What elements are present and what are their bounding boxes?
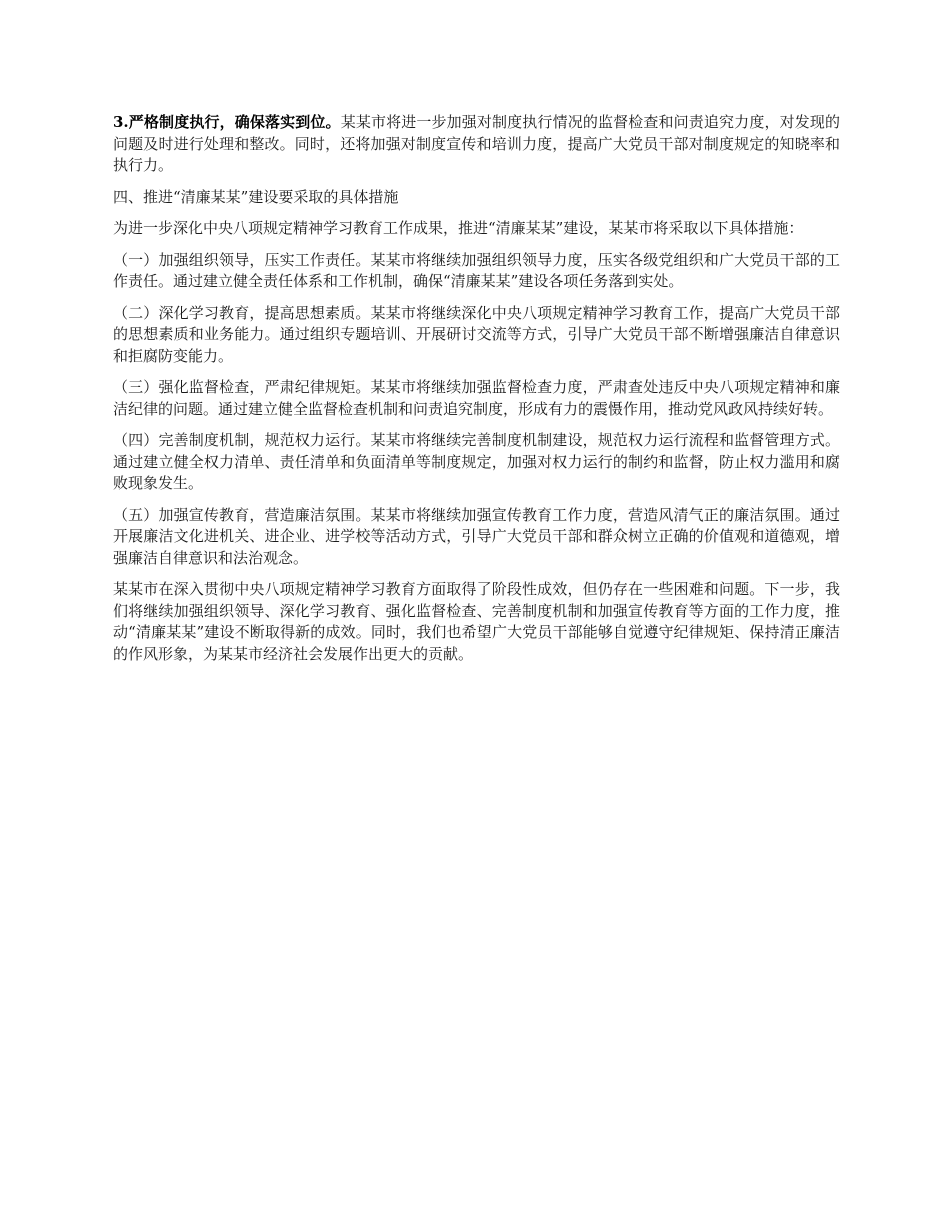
- paragraph-body: 某某市将进一步加强对制度执行情况的监督检查和问责追究力度，对发现的问题及时进行处理和整改。同时，还将加强对制度宣传和培训力度，提高广大党员干部对制度规定的知晓率和执行力。: [113, 113, 840, 174]
- document-page: [113, 112, 840, 675]
- paragraph-lead-bold: 3.严格制度执行，确保落实到位。: [113, 113, 341, 131]
- measure-item-2: （二）深化学习教育，提高思想素质。某某市将继续深化中央八项规定精神学习教育工作，提高广大党员干部的思想素质和业务能力。通过组织专题培训、开展研讨交流等方式，引导广大党员干部不断增强廉洁自律意识和拒腐防变能力。: [113, 303, 840, 365]
- measure-item-4: （四）完善制度机制，规范权力运行。某某市将继续完善制度机制建设，规范权力运行流程和监督管理方式。通过建立健全权力清单、责任清单和负面清单等制度规定，加强对权力运行的制约和监督，防止权力滥用和腐败现象发生。: [113, 431, 840, 492]
- measure-item-5: （五）加强宣传教育，营造廉洁氛围。某某市将继续加强宣传教育工作力度，营造风清气正的廉洁氛围。通过开展廉洁文化进机关、进企业、进学校等活动方式，引导广大党员干部和群众树立正确的价值观和道德观，增强廉洁自律意识和法治观念。: [113, 505, 840, 567]
- measure-item-1: （一）加强组织领导，压实工作责任。某某市将继续加强组织领导力度，压实各级党组织和广大党员干部的工作责任。通过建立健全责任体系和工作机制，确保“清廉某某”建设各项任务落到实处。: [113, 250, 840, 290]
- section-intro: 为进一步深化中央八项规定精神学习教育工作成果，推进“清廉某某”建设，某某市将采取以下具体措施：: [113, 219, 804, 237]
- paragraph-strict-enforcement: [113, 112, 840, 177]
- measure-item-3: （三）强化监督检查，严肃纪律规矩。某某市将继续加强监督检查力度，严肃查处违反中央八项规定精神和廉洁纪律的问题。通过建立健全监督检查机制和问责追究制度，形成有力的震慑作用，推动党风政风持续好转。: [113, 378, 840, 418]
- conclusion-paragraph: 某某市在深入贯彻中央八项规定精神学习教育方面取得了阶段性成效，但仍存在一些困难和问题。下一步，我们将继续加强组织领导、深化学习教育、强化监督检查、完善制度机制和加强宣传教育等方面的工作力度，推动“清廉某某”建设不断取得新的成效。同时，我们也希望广大党员干部能够自觉遵守纪律规矩、保持清正廉洁的作风形象，为某某市经济社会发展作出更大的贡献。: [113, 580, 840, 663]
- section-heading-4: 四、推进“清廉某某”建设要采取的具体措施: [113, 187, 399, 206]
